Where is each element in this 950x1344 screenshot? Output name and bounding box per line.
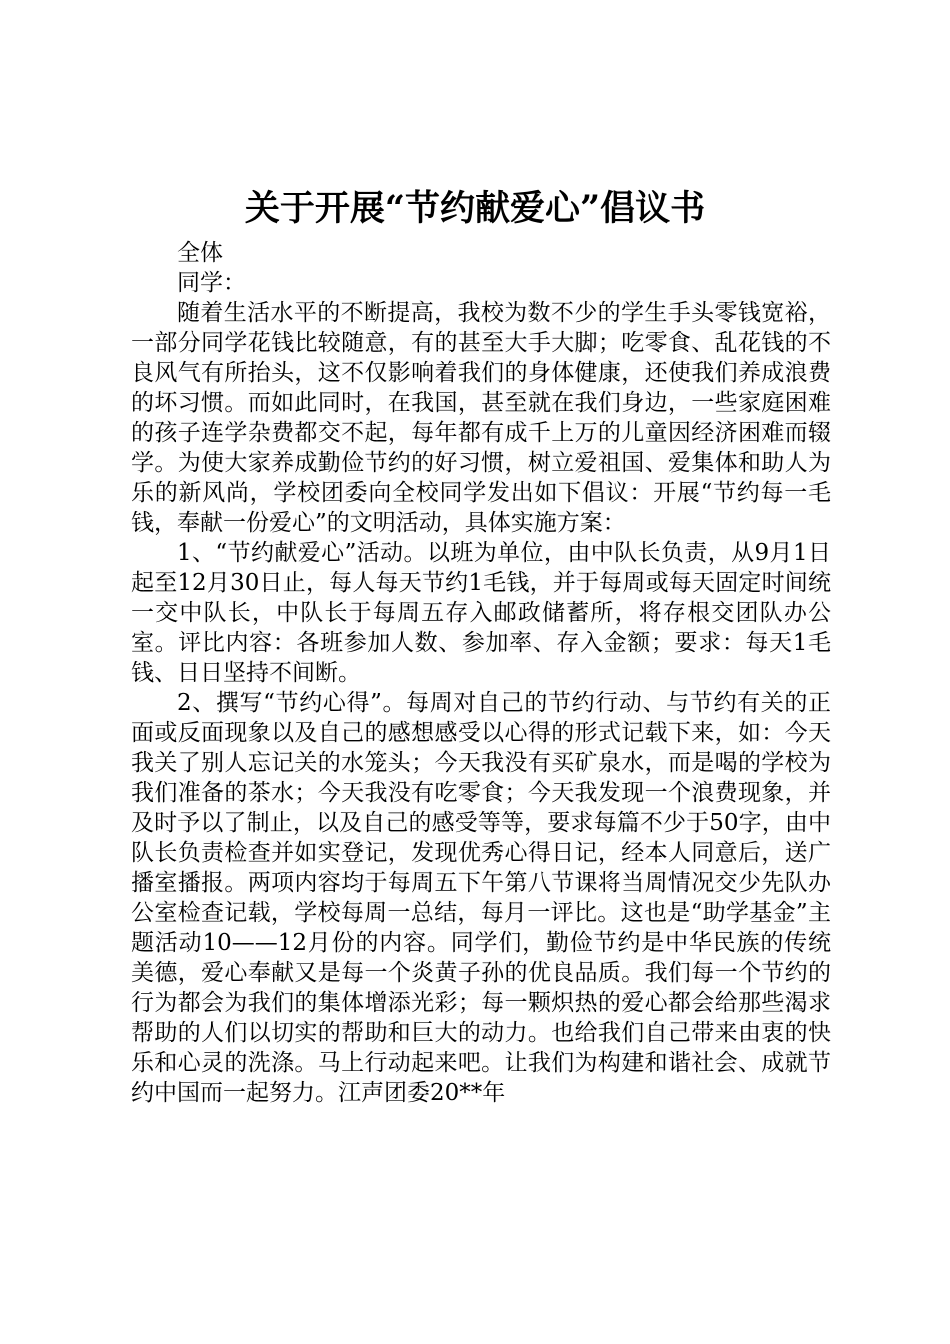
paragraph-item-2: 2、撰写“节约心得”。每周对自己的节约行动、与节约有关的正面或反面现象以及自己的感想感受以心得的形式记载下来，如：今天我关了别人忘记关的水笼头；今天我没有买矿泉水，而是喝的学校为我们准备的茶水；今天我没有吃零食；今天我发现一个浪费现象，并及时予以了制止，以及自己的感受等等，要求每篇不少于50字，由中队长负责检查并如实登记，发现优秀心得日记，经本人同意后，送广播室播报。两项内容均于每周五下午第八节课将当周情况交少先队办公室检查记载，学校每周一总结，每月一评比。这也是“助学基金”主题活动10——12月份的内容。同学们，勤俭节约是中华民族的传统美德，爱心奉献又是每一个炎黄子孙的优良品质。我们每一个节约的行为都会为我们的集体增添光彩；每一颗炽热的爱心都会给那些渴求帮助的人们以切实的帮助和巨大的动力。也给我们自己带来由衷的快乐和心灵的洗涤。马上行动起来吧。让我们为构建和谐社会、成就节约中国而一起努力。江声团委20**年 (131, 690, 831, 1106)
document-body (131, 238, 831, 1108)
document-title: 关于开展“节约献爱心”倡议书 (244, 188, 706, 229)
paragraph-item-1: 1、“节约献爱心”活动。以班为单位，由中队长负责，从9月1日起至12月30日止，每人每天节约1毛钱，并于每周或每天固定时间统一交中队长，中队长于每周五存入邮政储蓄所，将存根交团队办公室。评比内容：各班参加人数、参加率、存入金额；要求：每天1毛钱、日日坚持不间断。 (131, 540, 831, 686)
salutation-line-2: 同学： (177, 270, 246, 296)
salutation-line-1: 全体 (177, 240, 223, 266)
paragraph-intro: 随着生活水平的不断提高，我校为数不少的学生手头零钱宽裕，一部分同学花钱比较随意，有的甚至大手大脚；吃零食、乱花钱的不良风气有所抬头，这不仅影响着我们的身体健康，还使我们养成浪费的坏习惯。而如此同时，在我国，甚至就在我们身边，一些家庭困难的孩子连学杂费都交不起，每年都有成千上万的儿童因经济困难而辍学。为使大家养成勤俭节约的好习惯，树立爱祖国、爱集体和助人为乐的新风尚，学校团委向全校同学发出如下倡议：开展“节约每一毛钱，奉献一份爱心”的文明活动，具体实施方案： (131, 300, 831, 536)
